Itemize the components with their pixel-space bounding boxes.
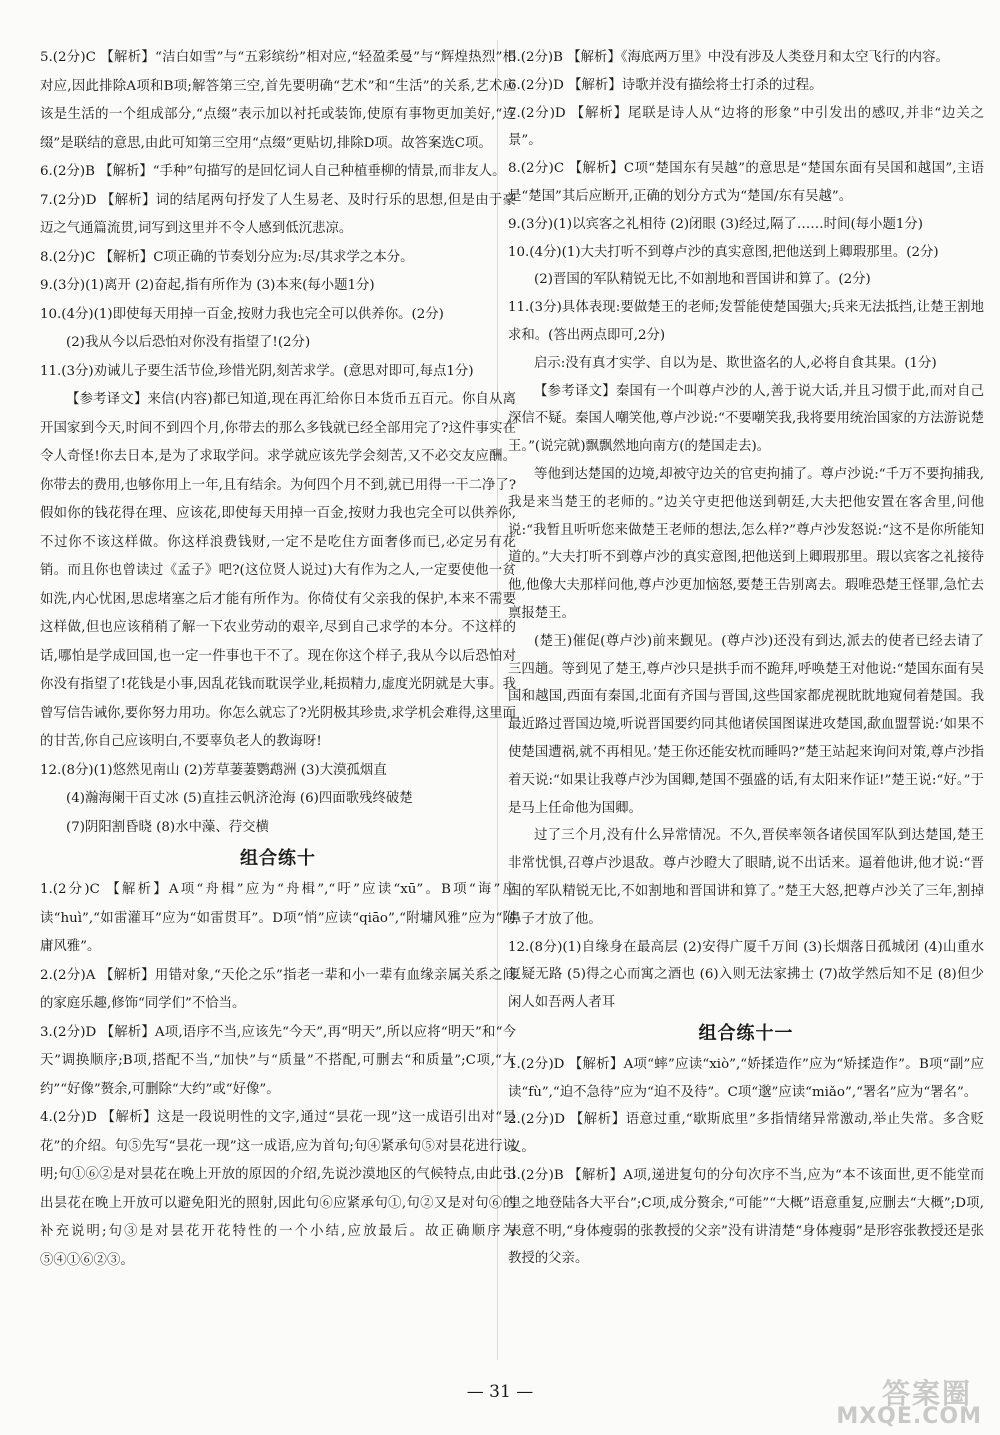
answer-item: 6.(2分)D 【解析】诗歌并没有描绘将士打杀的过程。 [508,77,823,93]
watermark-logo [812,1372,982,1428]
translation-paragraph: 【参考译文】秦国有一个叫尊卢沙的人,善于说大话,并且习惯于此,而对自己深信不疑。秦国人嘲笑他,尊卢沙说:“不要嘲笑我,我将要用统治国家的方法游说楚王。”(说完就)飘飘然地向南方(的楚国走去)。 [508,383,984,455]
answer-item: 1.(2分)D 【解析】A项“蟀”应读“xiò”,“娇揉造作”应为“矫揉造作”。B项“副”应读“fù”,“迫不急待”应为“迫不及待”。C项“邈”应读“miǎo”,“署名”应为“署名”。 [508,1056,984,1100]
answer-item: 2.(2分)D 【解析】语意过重,“歇斯底里”多指情绪异常激动,举止失常。多含贬义。 [508,1112,984,1156]
answer-item: 4.(2分)D 【解析】这是一段说明性的文字,通过“昙花一现”这一成语引出对“昙花”的介绍。句⑤先写“昙花一现”这一成语,应为首句;句④紧承句⑤对昙花进行说明;句①⑥②是对昙花在晚上开放的原因的介绍,先说沙漠地区的气候特点,由此引出昙花在晚上开放可以避免阳光的照射,因此句⑥应紧承句①,句②又是对句⑥的补充说明;句③是对昙花开花特性的一个小结,应放最后。故正确顺序为⑤④①⑥②③。 [40,1110,516,1268]
answer-item: (2)我从今以后恐怕对你没有指望了!(2分) [66,335,311,350]
answer-item: 5.(2分)B 【解析】《海底两万里》中没有涉及人类登月和太空飞行的内容。 [508,50,949,65]
answer-item: 2.(2分)A 【解析】用错对象,“天伦之乐”指老一辈和小一辈有血缘亲属关系之间的家庭乐趣,修饰“同学们”不恰当。 [40,967,516,1011]
page-number-value: 31 [489,1382,511,1402]
answer-item: 10.(4分)(1)即使每天用掉一百金,按财力我也完全可以供养你。(2分) [40,306,444,322]
watermark-text-bottom: MXQE.COM [836,1404,982,1429]
answer-item: 6.(2分)B 【解析】“手种”句描写的是回忆词人自己种植垂柳的情景,而非友人。 [40,164,506,179]
translation-paragraph: (楚王)催促(尊卢沙)前来觐见。(尊卢沙)还没有到达,派去的使者已经去请了三四趟。等到见了楚王,尊卢沙只是拱手而不跪拜,呼唤楚王对他说:“楚国东面有吴国和越国,西面有秦国,北面有齐国与晋国,这些国家都虎视眈眈地窥伺着楚国。我最近路过晋国边境,听说晋国要约同其他诸侯国图谋进攻楚国,歃血盟誓说:‘如果不使楚国遭祸,就不再相见。’楚王你还能安枕而睡吗?”楚王站起来询问对策,尊卢沙指着天说:“如果让我尊卢沙为国卿,楚国不强盛的话,有太阳来作证!”楚王说:“好。”于是马上任命他为国卿。 [508,633,984,816]
answer-item: 8.(2分)C 【解析】C项“楚国东有吴越”的意思是“楚国东面有吴国和越国”,主语是“楚国”其后应断开,正确的划分方式为“楚国/东有吴越”。 [508,161,984,204]
answer-item: 10.(4分)(1)大夫打听不到尊卢沙的真实意图,把他送到上卿瑕那里。(2分) [508,244,939,260]
answer-item: 11.(3分)劝诫儿子要生活节俭,珍惜光阴,刻苦求学。(意思对即可,每点1分) [40,363,474,379]
answer-item: (4)瀚海阑干百丈冰 (5)直挂云帆济沧海 (6)四面歌残终破楚 [66,791,413,806]
answer-item: (7)阴阳割昏晓 (8)水中藻、荇交横 [66,819,269,835]
translation-paragraph: 过了三个月,没有什么异常情况。不久,晋侯率领各诸侯国军队到达楚国,楚王非常忧惧,召尊卢沙退敌。尊卢沙瞪大了眼睛,说不出话来。逼着他讲,他才说:“晋国的军队精锐无比,不如割地和晋国讲和算了。”楚王大怒,把尊卢沙关了三年,割掉鼻子才放了他。 [508,828,984,927]
answer-item: 7.(2分)D 【解析】词的结尾两句抒发了人生易老、及时行乐的思想,但是由于豪迈之气通篇流贯,词写到这里并不令人感到低沉悲凉。 [40,192,516,236]
left-column [40,44,516,1275]
answer-item: 12.(8分)(1)悠然见南山 (2)芳草萋萋鹦鹉洲 (3)大漠孤烟直 [40,762,387,778]
answer-item: 3.(2分)B 【解析】A项,递进复句的分句次序不当,应为“本不该面世,更不能堂而皇之地登陆各大平台”;C项,成分赘余,“可能”“大概”语意重复,应删去“大概”;D项,表意不明,“身体瘦弱的张教授的父亲”没有讲清楚“身体瘦弱”是形容张教授还是张教授的父亲。 [508,1168,984,1267]
page-number: — 31 — [466,1382,534,1402]
right-column [508,44,984,1273]
answer-item: 启示:没有真才实学、自以为是、欺世盗名的人,必将自食其果。(1分) [534,355,937,371]
answer-item: 11.(3分)具体表现:要做楚王的老师;发誓能使楚国强大;兵来无法抵挡,让楚王割地求和。(答出两点即可,2分) [508,300,984,343]
answer-item: 3.(2分)D 【解析】A项,语序不当,应该先“今天”,再“明天”,所以应将“明天”和“今天”调换顺序;B项,搭配不当,“加快”与“质量”不搭配,可删去“和质量”;C项,“大约”“好像”赘余,可删除“大约”或“好像”。 [40,1024,516,1097]
answer-item: 12.(8分)(1)自缘身在最高层 (2)安得广厦千万间 (3)长烟落日孤城闭 (4)山重水复疑无路 (5)得之心而寓之酒也 (6)入则无法家拂士 (7)故学然后知不足 (8)但少闲人如吾两人者耳 [508,939,984,1011]
answer-item: 1.(2分)C 【解析】A项“舟楫”应为“舟楫”,“吁”应读“xū”。B项“诲”应读“huì”,“如雷灌耳”应为“如雷贯耳”。D项“悄”应读“qiāo”,“附墉风雅”应为“附庸风雅”。 [40,882,516,954]
answer-item: (2)晋国的军队精锐无比,不如割地和晋国讲和算了。(2分) [534,272,871,288]
translation-paragraph: 【参考译文】来信(内容)都已知道,现在再汇给你日本货币五百元。你自从离开国家到今天,时间不到四个月,你带去的那么多钱就已经全部用完了?这件事实在令人奇怪!你去日本,是为了求取学问。求学就应该先学会刻苦,又不必交友应酬。你带去的费用,也够你用上一年,且有结余。为何四个月不到,就已用得一干二净了?假如你的钱花得在理、应该花,即使每天用掉一百金,按财力我也完全可以供养你,不过你不该这样做。你这样浪费钱财,一定不是吃住方面奢侈而已,必定另有花销。而且你也曾读过《孟子》吧?(这位贤人说过)大有作为之人,一定要使他一贫如洗,内心忧困,思虑堵塞之后才能有所作为。你倚仗有父亲我的保护,本来不需要这样做,但也应该稍稍了解一下农业劳动的艰辛,尽到自己求学的本分。不这样的话,哪怕是学成回国,也一定一件事也干不了。现在你这个样子,我从今以后恐怕对你没有指望了!花钱是小事,因乱花钱而耽误学业,耗损精力,虚度光阴就是大事。我曾写信告诫你,要你努力用功。你怎么就忘了?光阴极其珍贵,求学机会难得,这里面的甘苦,你自己应该明白,不要辜负老人的教诲呀! [40,392,516,749]
answer-item: 9.(3分)(1)以宾客之礼相待 (2)闭眼 (3)经过,隔了……时间(每小题1分) [508,216,923,232]
answer-item: 9.(3分)(1)离开 (2)奋起,指有所作为 (3)本来(每小题1分) [40,278,375,293]
translation-paragraph: 等他到达楚国的边境,却被守边关的官吏拘捕了。尊卢沙说:“千万不要拘捕我,我是来当楚王的老师的。”边关守吏把他送到朝廷,大夫把他安置在客舍里,问他说:“我暂且听听您来做楚王老师的想法,怎么样?”尊卢沙发怒说:“这不是你所能知道的。”大夫打听不到尊卢沙的真实意图,把他送到上卿瑕那里。瑕以宾客之礼接待他,他像大夫那样问他,尊卢沙更加恼怒,要楚王告别离去。瑕唯恐楚王怪罪,急忙去禀报楚王。 [508,466,984,621]
section-heading: 组合练十一 [698,1022,794,1044]
answer-item: 5.(2分)C 【解析】“洁白如雪”与“五彩缤纷”相对应,“轻盈柔曼”与“辉煌热烈”相对应,因此排除A项和B项;解答第三空,首先要明确“艺术”和“生活”的关系,艺术应该是生活的一个组成部分,“点缀”表示加以衬托或装饰,使原有事物更加美好,“连缀”是联结的意思,由此可知第三空用“点缀”更贴切,排除D项。故答案选C项。 [40,50,516,151]
watermark-text-top: 答案圈 [881,1377,972,1410]
answer-item: 7.(2分)D 【解析】尾联是诗人从“边将的形象”中引发出的感叹,并非“边关之景”。 [508,105,984,149]
answer-item: 8.(2分)C 【解析】C项正确的节奏划分应为:尽/其求学之本分。 [40,249,414,265]
section-heading: 组合练十 [240,848,316,869]
